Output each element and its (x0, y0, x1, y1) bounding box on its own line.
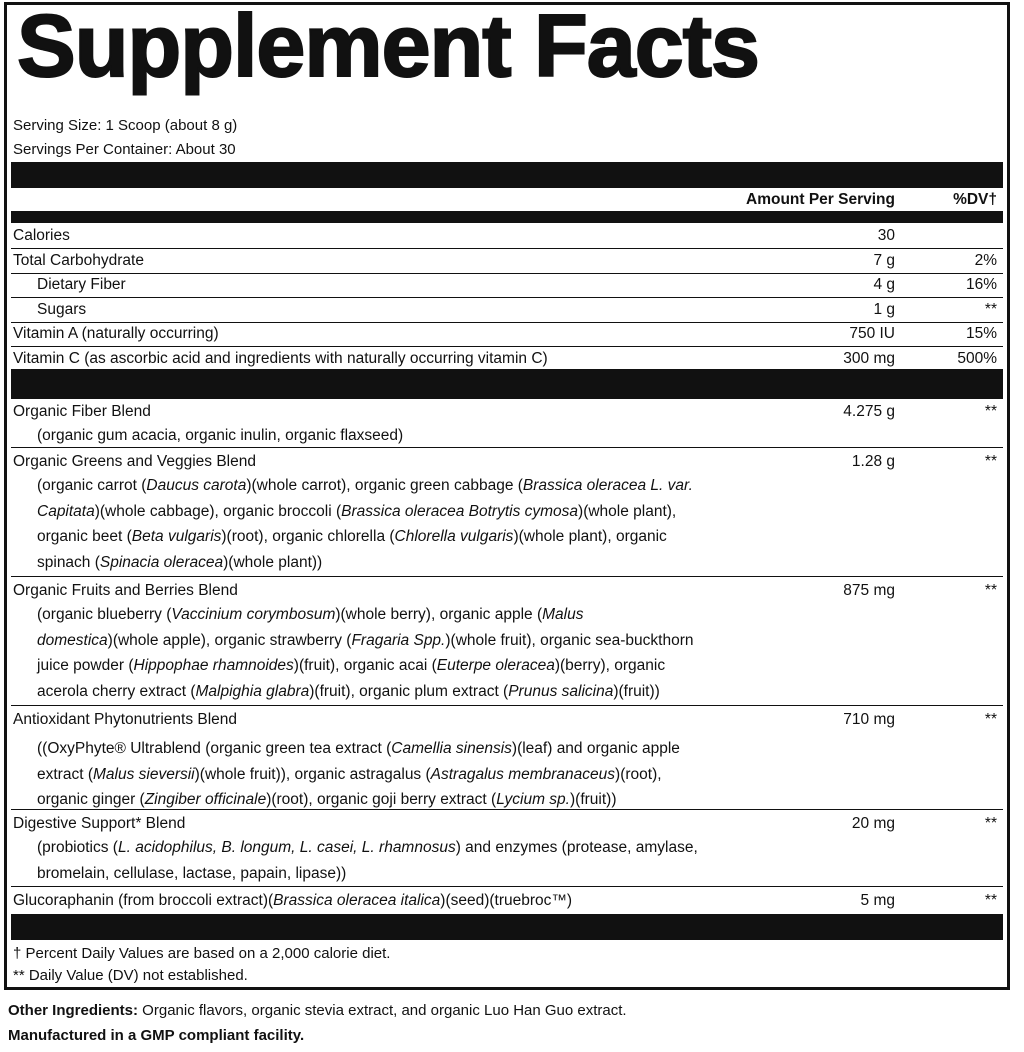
panel-title: Supplement Facts (17, 0, 759, 95)
ingredient-text: )(fruit), organic acai ( (293, 657, 437, 674)
blend-ingredients (37, 736, 817, 813)
nutrient-amount: 300 mg (843, 350, 895, 367)
nutrient-row (11, 322, 1003, 347)
latin-name: Astragalus membranaceus (430, 765, 616, 783)
nutrient-name: Vitamin C (as ascorbic acid and ingredients with naturally occurring vitamin C) (13, 350, 548, 367)
latin-name: Hippophae rhamnoides (133, 657, 294, 674)
nutrient-dv: 16% (965, 276, 997, 293)
blend-amount: 710 mg (843, 711, 895, 728)
latin-name: Spinacia oleracea (99, 553, 224, 571)
ingredient-text: ( (37, 427, 43, 444)
blend-amount: 4.275 g (843, 403, 895, 420)
nutrient-amount: 1 g (873, 301, 895, 318)
ingredient-text: acerola cherry extract ( (37, 682, 196, 700)
blend-dv: ** (984, 711, 997, 728)
ingredient-text: Glucoraphanin (from broccoli extract)( (13, 892, 274, 909)
latin-name: Malus sieversii (92, 765, 195, 783)
latin-name: Daucus carota (146, 477, 247, 494)
ingredient-text: )(whole carrot), organic green cabbage ( (246, 477, 523, 494)
glucoraphanin-dv: ** (984, 892, 997, 909)
ingredient-text: ) and enzymes (protease, amylase, (455, 839, 698, 856)
blend-row (11, 399, 1003, 448)
amount-header: Amount Per Serving (746, 191, 895, 208)
blend-amount: 875 mg (843, 582, 895, 599)
latin-name: Camellia sinensis (391, 740, 512, 757)
nutrient-dv: 500% (957, 350, 997, 367)
blend-amount: 1.28 g (851, 453, 895, 470)
ingredient-line (37, 762, 817, 788)
servings-per-container: Servings Per Container: About 30 (13, 141, 236, 158)
footnote-dv: † Percent Daily Values are based on a 2,000 calorie diet. (13, 945, 391, 962)
ingredient-text: (organic carrot ( (37, 477, 147, 494)
ingredient-text: )(seed)(truebroc™) (440, 892, 573, 909)
ingredient-text: )(whole apple), organic strawberry ( (107, 631, 352, 649)
ingredient-text: (organic blueberry ( (37, 606, 172, 623)
blend-row (11, 811, 1003, 887)
ingredient-line (37, 473, 817, 499)
ingredient-line (37, 835, 817, 861)
other-ingredients-label: Other Ingredients: (8, 1002, 139, 1019)
other-ingredients (8, 999, 627, 1023)
blend-ingredients (37, 835, 817, 886)
ingredient-line (37, 499, 817, 525)
ingredient-line (37, 679, 817, 705)
ingredient-text: )(whole fruit)), organic astragalus ( (194, 765, 431, 783)
ingredient-text: )(root), organic goji berry extract ( (266, 791, 497, 808)
ingredient-text: organic ginger ( (37, 791, 145, 808)
nutrient-amount: 30 (877, 227, 895, 244)
blend-amount: 20 mg (851, 815, 895, 832)
glucoraphanin-amount: 5 mg (860, 892, 895, 909)
nutrient-name: Dietary Fiber (37, 276, 126, 293)
ingredient-text: )(whole cabbage), organic broccoli ( (94, 502, 342, 520)
latin-name: Fragaria Spp. (351, 631, 446, 649)
footnote-not-established: ** Daily Value (DV) not established. (13, 967, 248, 984)
ingredient-text: )(fruit), organic plum extract ( (309, 682, 509, 700)
ingredient-text: )(whole berry), organic apple ( (335, 606, 543, 623)
blend-name: Organic Fiber Blend (13, 403, 151, 420)
ingredient-line (37, 861, 817, 887)
ingredient-text: )(root), (615, 765, 662, 783)
nutrient-row (11, 298, 1003, 323)
latin-name: Prunus salicina (508, 682, 614, 700)
thick-divider (11, 914, 1003, 940)
blend-dv: ** (984, 453, 997, 470)
blend-dv: ** (984, 815, 997, 832)
ingredient-line (37, 602, 817, 628)
nutrient-name: Vitamin A (naturally occurring) (13, 325, 219, 342)
ingredient-line (37, 524, 817, 550)
latin-name: Vaccinium corymbosum (171, 606, 336, 623)
nutrient-amount: 750 IU (849, 325, 895, 342)
latin-name: Brassica oleracea L. var. (522, 477, 693, 494)
ingredient-line (37, 787, 817, 813)
ingredient-text: ((OxyPhyte® Ultrablend (organic green tea extract ( (37, 740, 392, 757)
nutrient-amount: 7 g (873, 252, 895, 269)
nutrient-row (11, 224, 1003, 249)
ingredient-text: organic gum acacia, organic inulin, organic flaxseed) (42, 427, 404, 444)
nutrient-dv: 15% (965, 325, 997, 342)
nutrient-row (11, 347, 1003, 371)
ingredient-text: )(fruit)) (613, 682, 660, 700)
nutrient-name: Calories (13, 227, 70, 244)
blend-row (11, 449, 1003, 577)
latin-name: Capitata (37, 502, 95, 520)
latin-name: Euterpe oleracea (436, 657, 555, 674)
ingredient-text: )(berry), organic (554, 657, 666, 674)
blend-ingredients (37, 423, 817, 449)
nutrient-amount: 4 g (873, 276, 895, 293)
ingredient-line (37, 736, 817, 762)
blend-name: Digestive Support* Blend (13, 815, 186, 832)
blend-dv: ** (984, 582, 997, 599)
latin-name: domestica (37, 631, 108, 649)
blend-ingredients (37, 602, 817, 704)
blend-dv: ** (984, 403, 997, 420)
blend-row (11, 578, 1003, 706)
dv-header: %DV† (953, 191, 997, 208)
ingredient-line (37, 550, 817, 576)
blend-row (11, 707, 1003, 810)
blend-name: Antioxidant Phytonutrients Blend (13, 711, 238, 728)
nutrient-dv: 2% (974, 252, 997, 269)
other-ingredients-text: Organic flavors, organic stevia extract, and organic Luo Han Guo extract. (138, 1002, 627, 1019)
latin-name: Beta vulgaris (131, 528, 222, 545)
ingredient-text: )(whole plant), (578, 502, 677, 520)
latin-name: Brassica oleracea Botrytis cymosa (341, 502, 579, 520)
ingredient-text: bromelain, cellulase, lactase, papain, lipase)) (37, 864, 347, 882)
glucoraphanin-row (11, 888, 1003, 912)
ingredient-line (37, 423, 817, 449)
latin-name: Brassica oleracea italica (273, 892, 441, 909)
ingredient-text: )(whole plant)) (223, 553, 323, 571)
ingredient-text: )(fruit)) (570, 791, 617, 808)
nutrient-name: Total Carbohydrate (13, 252, 144, 269)
nutrient-row (11, 249, 1003, 274)
ingredient-text: extract ( (37, 765, 93, 783)
latin-name: Chlorella vulgaris (394, 528, 514, 545)
manufactured-statement: Manufactured in a GMP compliant facility. (8, 1027, 305, 1044)
ingredient-text: organic beet ( (37, 528, 132, 545)
thick-divider (11, 369, 1003, 399)
ingredient-text: )(leaf) and organic apple (511, 740, 680, 757)
ingredient-text: (probiotics ( (37, 839, 118, 856)
serving-size: Serving Size: 1 Scoop (about 8 g) (13, 117, 238, 134)
ingredient-text: )(whole plant), organic (513, 528, 667, 545)
nutrient-name: Sugars (37, 301, 87, 318)
medium-divider (11, 211, 1003, 223)
ingredient-line (37, 653, 817, 679)
latin-name: L. acidophilus, B. longum, L. casei, L. rhamnosus (117, 839, 456, 856)
blend-ingredients (37, 473, 817, 575)
latin-name: Lycium sp. (496, 791, 570, 808)
blend-name: Organic Greens and Veggies Blend (13, 453, 256, 470)
glucoraphanin-name (13, 888, 572, 914)
nutrient-row (11, 273, 1003, 298)
blend-name: Organic Fruits and Berries Blend (13, 582, 238, 599)
ingredient-line (37, 628, 817, 654)
thick-divider (11, 162, 1003, 188)
nutrient-dv: ** (984, 301, 997, 318)
ingredient-text: juice powder ( (37, 657, 134, 674)
ingredient-text: )(whole fruit), organic sea-buckthorn (445, 631, 694, 649)
ingredient-text: spinach ( (37, 553, 100, 571)
latin-name: Malpighia glabra (195, 682, 310, 700)
supplement-facts-panel (4, 2, 1010, 990)
latin-name: Zingiber officinale (144, 791, 267, 808)
ingredient-text: )(root), organic chlorella ( (221, 528, 395, 545)
latin-name: Malus (542, 606, 584, 623)
